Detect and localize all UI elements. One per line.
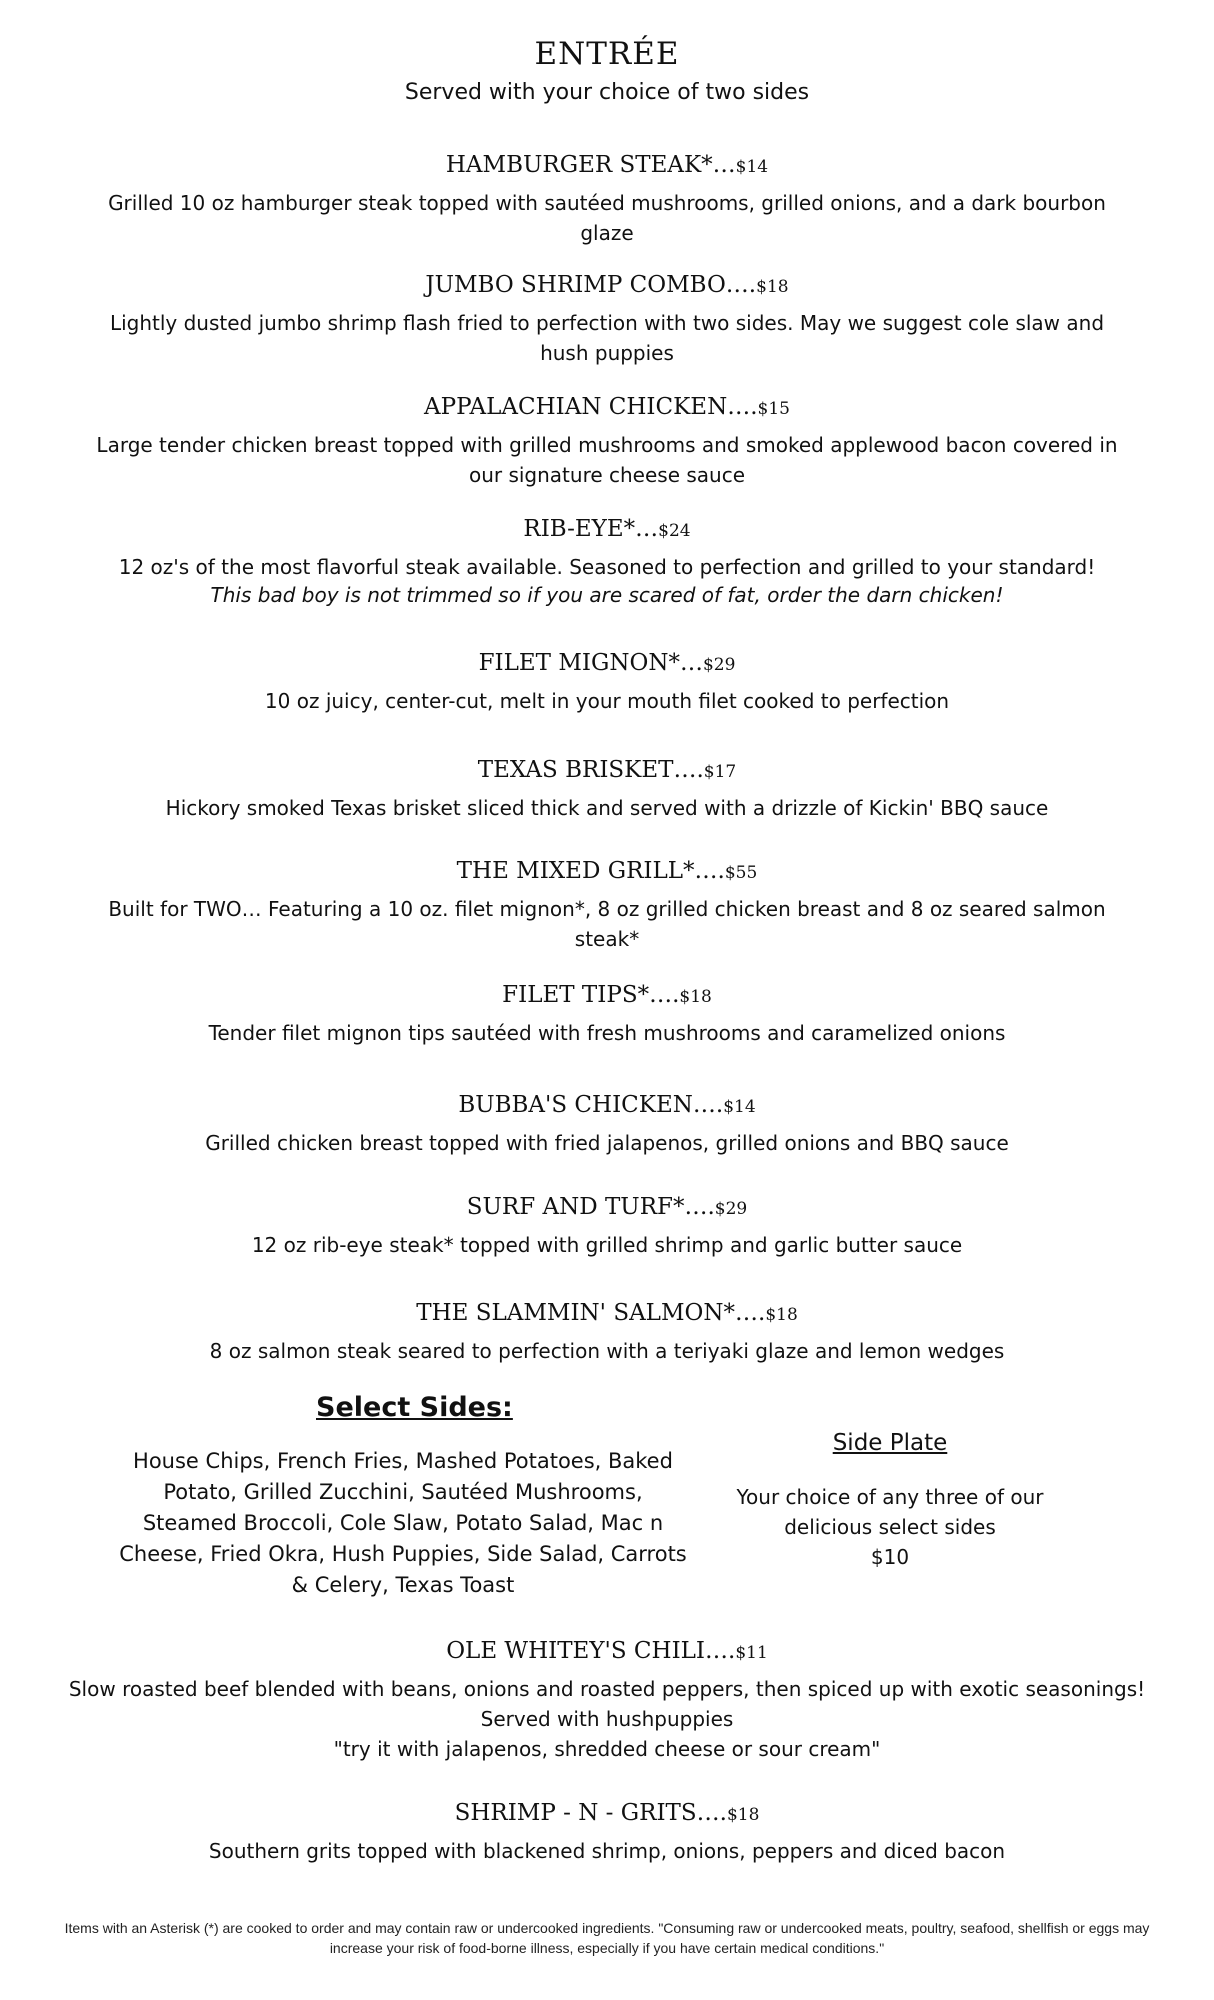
- item-name: SURF AND TURF*….: [466, 1194, 715, 1220]
- menu-item-hamburger-steak: [90, 150, 1124, 248]
- food-safety-disclaimer: Items with an Asterisk (*) are cooked to order and may contain raw or undercooked ingredients. "Consuming raw or undercooked meats, poultry, seafood, shellfish or eggs may increase your risk of food-borne illness, especially if you have certain medical conditions.": [64, 1920, 1150, 1956]
- item-description: Grilled chicken breast topped with fried jalapenos, grilled onions and BBQ sauce: [205, 1131, 1009, 1155]
- side-plate-description: [700, 1482, 1080, 1572]
- item-description: Grilled 10 oz hamburger steak topped with sautéed mushrooms, grilled onions, and a dark bourbon glaze: [108, 191, 1106, 245]
- item-name: THE SLAMMIN' SALMON*….: [416, 1300, 766, 1326]
- menu-item-filet-mignon: [90, 648, 1124, 716]
- menu-item-slammin-salmon: [90, 1298, 1124, 1366]
- item-description: Large tender chicken breast topped with grilled mushrooms and smoked applewood bacon covered in our signature cheese sauce: [96, 433, 1118, 487]
- side-plate-heading: Side Plate: [832, 1430, 948, 1456]
- item-price: $17: [703, 762, 737, 782]
- select-sides-heading: Select Sides:: [316, 1392, 513, 1423]
- item-description: Southern grits topped with blackened shrimp, onions, peppers and diced bacon: [208, 1839, 1006, 1863]
- item-price: $18: [756, 277, 789, 297]
- select-sides-list: House Chips, French Fries, Mashed Potatoes, Baked Potato, Grilled Zucchini, Sautéed Mushrooms, Steamed Broccoli, Cole Slaw, Potato Salad, Mac n Cheese, Fried Okra, Hush Puppies, Side Salad, Carrots & Celery, Texas Toast: [119, 1449, 687, 1597]
- item-description: Lightly dusted jumbo shrimp flash fried to perfection with two sides. May we suggest cole slaw and hush puppies: [109, 311, 1105, 365]
- item-price: $18: [679, 987, 712, 1007]
- side-plate-text: Your choice of any three of our delicious select sides: [736, 1485, 1044, 1539]
- item-name: SHRIMP - N - GRITS….: [454, 1800, 727, 1826]
- menu-item-bubbas-chicken: [90, 1090, 1124, 1158]
- item-price: $15: [757, 399, 790, 419]
- item-name: THE MIXED GRILL*….: [456, 858, 725, 884]
- item-price: $11: [735, 1643, 768, 1663]
- item-description: Slow roasted beef blended with beans, onions and roasted peppers, then spiced up with exotic seasonings! Served with hushpuppies: [68, 1677, 1146, 1731]
- item-name: JUMBO SHRIMP COMBO….: [425, 272, 757, 298]
- item-description: Tender filet mignon tips sautéed with fresh mushrooms and caramelized onions: [208, 1021, 1006, 1045]
- item-price: $14: [723, 1097, 756, 1117]
- item-name: APPALACHIAN CHICKEN….: [424, 394, 758, 420]
- item-note: "try it with jalapenos, shredded cheese or sour cream": [333, 1737, 881, 1761]
- menu-item-filet-tips: [90, 980, 1124, 1048]
- item-name: TEXAS BRISKET….: [477, 757, 704, 783]
- menu-item-mixed-grill: [90, 856, 1124, 954]
- item-description: Hickory smoked Texas brisket sliced thick and served with a drizzle of Kickin' BBQ sauce: [165, 796, 1049, 820]
- menu-item-ole-whiteys-chili: [60, 1636, 1154, 1764]
- menu-item-texas-brisket: [90, 755, 1124, 823]
- item-description: 12 oz's of the most flavorful steak available. Seasoned to perfection and grilled to your standard!: [118, 555, 1096, 579]
- item-description: 12 oz rib-eye steak* topped with grilled shrimp and garlic butter sauce: [251, 1233, 963, 1257]
- item-name: RIB-EYE*…: [523, 516, 659, 542]
- item-name: BUBBA'S CHICKEN….: [458, 1092, 724, 1118]
- side-plate-price: $10: [870, 1545, 910, 1569]
- menu-item-jumbo-shrimp-combo: [90, 270, 1124, 368]
- item-price: $18: [765, 1305, 798, 1325]
- item-name: OLE WHITEY'S CHILI….: [446, 1638, 736, 1664]
- item-price: $24: [658, 521, 691, 541]
- menu-item-shrimp-n-grits: [90, 1798, 1124, 1866]
- item-price: $18: [726, 1805, 760, 1825]
- menu-item-rib-eye: [60, 514, 1154, 608]
- item-description: 8 oz salmon steak seared to perfection with a teriyaki glaze and lemon wedges: [209, 1339, 1005, 1363]
- item-name: FILET TIPS*….: [502, 982, 680, 1008]
- menu-title: ENTRÉE: [534, 36, 680, 72]
- item-name: HAMBURGER STEAK*…: [445, 152, 736, 178]
- item-description: 10 oz juicy, center-cut, melt in your mouth filet cooked to perfection: [264, 689, 950, 713]
- item-price: $29: [702, 655, 736, 675]
- menu-subtitle: Served with your choice of two sides: [404, 80, 810, 105]
- menu-item-surf-and-turf: [90, 1192, 1124, 1260]
- item-price: $55: [724, 863, 758, 883]
- item-description: Built for TWO… Featuring a 10 oz. filet mignon*, 8 oz grilled chicken breast and 8 oz seared salmon steak*: [108, 897, 1106, 951]
- menu-item-appalachian-chicken: [90, 392, 1124, 490]
- item-name: FILET MIGNON*…: [478, 650, 703, 676]
- item-price: $29: [714, 1199, 748, 1219]
- item-price: $14: [735, 157, 769, 177]
- item-note: This bad boy is not trimmed so if you are scared of fat, order the darn chicken!: [210, 583, 1004, 607]
